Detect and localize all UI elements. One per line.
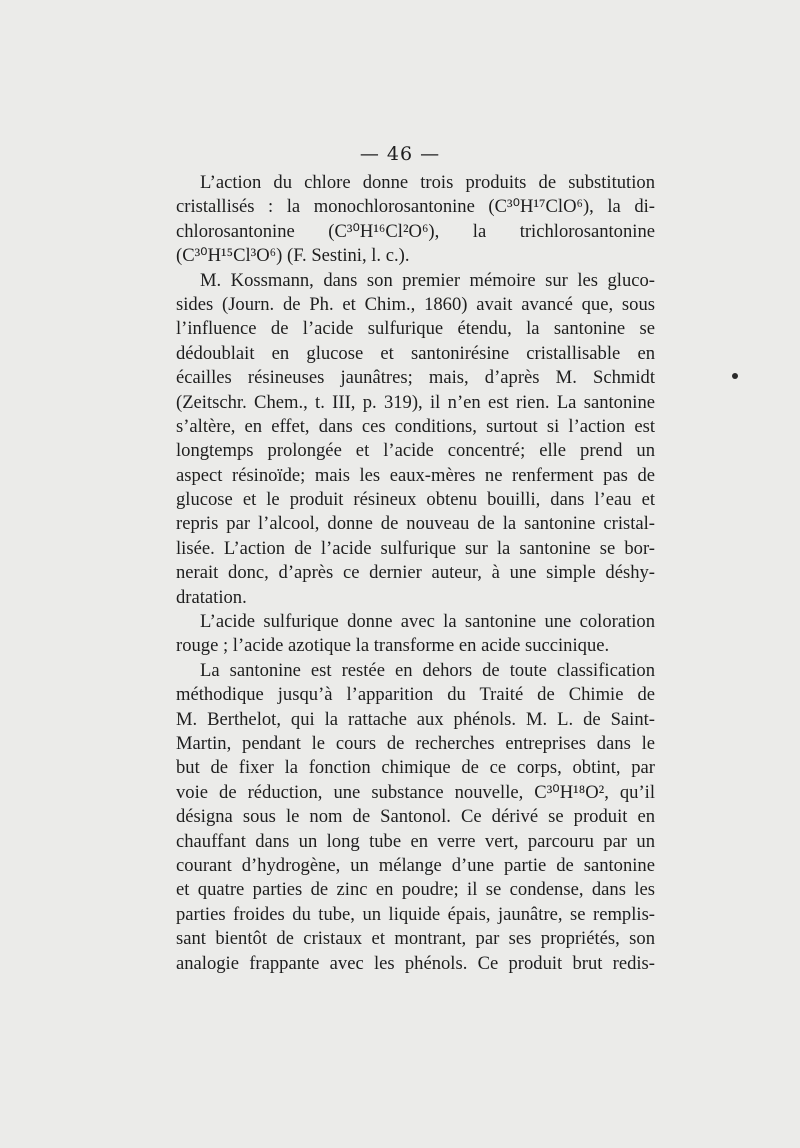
margin-mark — [732, 373, 738, 379]
text-line: but de fixer la fonction chimique de ce corps, obtint, par — [176, 757, 655, 779]
text-line: repris par l’alcool, donne de nouveau de la santonine cristal- — [176, 513, 655, 535]
text-line: nerait donc, d’après ce dernier auteur, à une simple déshy- — [176, 562, 655, 584]
text-line: parties froides du tube, un liquide épais, jaunâtre, se remplis- — [176, 903, 655, 925]
text-line: l’influence de l’acide sulfurique étendu, la santonine se — [176, 318, 655, 340]
text-line: sant bientôt de cristaux et montrant, par ses propriétés, son — [176, 928, 655, 950]
text-line: courant d’hydrogène, un mélange d’une partie de santonine — [176, 854, 655, 876]
text-line: analogie frappante avec les phénols. Ce produit brut redis- — [176, 952, 655, 974]
text-line: et quatre parties de zinc en poudre; il se condense, dans les — [176, 879, 655, 901]
text-line: longtemps prolongée et l’acide concentré; elle prend un — [176, 440, 655, 462]
text-line: sides (Journ. de Ph. et Chim., 1860) avait avancé que, sous — [176, 293, 655, 315]
text-line: dédoublait en glucose et santonirésine cristallisable en — [176, 342, 655, 364]
text-line: rouge ; l’acide azotique la transforme en acide succinique. — [176, 635, 610, 657]
text-line: dratation. — [176, 586, 247, 608]
text-line: L’acide sulfurique donne avec la santonine une coloration — [200, 611, 655, 633]
text-line: méthodique jusqu’à l’apparition du Traité de Chimie de — [176, 684, 655, 706]
text-line: voie de réduction, une substance nouvelle, C³⁰H¹⁸O², qu’il — [176, 781, 655, 803]
text-line: aspect résinoïde; mais les eaux-mères ne renferment pas de — [176, 464, 655, 486]
text-line: La santonine est restée en dehors de toute classification — [200, 659, 655, 681]
text-line: chauffant dans un long tube en verre vert, parcouru par un — [176, 830, 655, 852]
text-line: cristallisés : la monochlorosantonine (C³⁰H¹⁷ClO⁶), la di- — [176, 196, 655, 218]
body-text — [176, 171, 655, 976]
page-number: — 46 — — [359, 143, 441, 165]
text-line: s’altère, en effet, dans ces conditions, surtout si l’action est — [176, 415, 655, 437]
text-line: écailles résineuses jaunâtres; mais, d’après M. Schmidt — [176, 367, 655, 389]
text-line: Martin, pendant le cours de recherches entreprises dans le — [176, 732, 655, 754]
text-line: désigna sous le nom de Santonol. Ce dérivé se produit en — [176, 806, 655, 828]
text-line: lisée. L’action de l’acide sulfurique sur la santonine se bor- — [176, 537, 655, 559]
text-line: M. Kossmann, dans son premier mémoire sur les gluco- — [200, 269, 655, 291]
text-line: (Zeitschr. Chem., t. III, p. 319), il n’en est rien. La santonine — [176, 391, 655, 413]
text-line: M. Berthelot, qui la rattache aux phénols. M. L. de Saint- — [176, 708, 655, 730]
text-line: (C³⁰H¹⁵Cl³O⁶) (F. Sestini, l. c.). — [176, 245, 410, 267]
text-line: chlorosantonine (C³⁰H¹⁶Cl²O⁶), la trichlorosantonine — [176, 220, 655, 242]
text-line: glucose et le produit résineux obtenu bouilli, dans l’eau et — [176, 489, 655, 511]
text-line: L’action du chlore donne trois produits de substitution — [200, 172, 655, 193]
